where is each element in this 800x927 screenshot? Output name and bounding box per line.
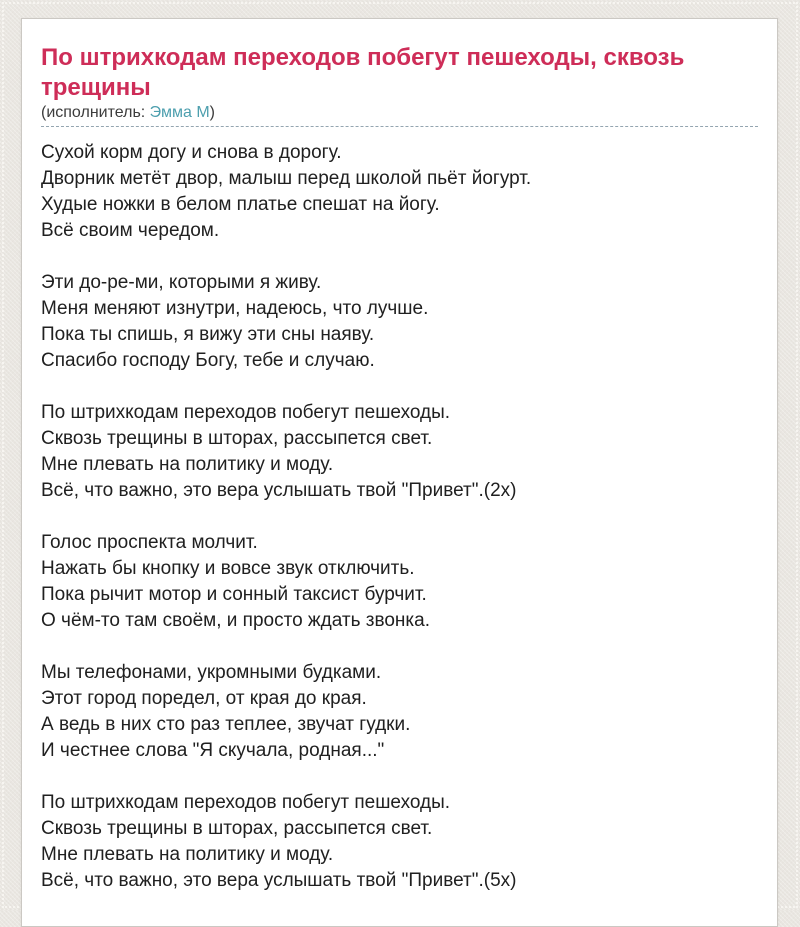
lyric-line: И честнее слова "Я скучала, родная..." bbox=[41, 740, 385, 761]
verse bbox=[41, 270, 758, 374]
lyric-line: Сквозь трещины в шторах, рассыпется свет. bbox=[41, 818, 433, 839]
lyric-line: А ведь в них сто раз теплее, звучат гудки. bbox=[41, 714, 411, 735]
song-title: По штрихкодам переходов побегут пешеходы, сквозь трещины bbox=[41, 44, 685, 101]
lyric-line: Сквозь трещины в шторах, рассыпется свет. bbox=[41, 428, 433, 449]
lyric-line: Эти до-ре-ми, которыми я живу. bbox=[41, 272, 322, 293]
lyric-line: По штрихкодам переходов побегут пешеходы. bbox=[41, 402, 451, 423]
lyric-line: Пока рычит мотор и сонный таксист бурчит. bbox=[41, 584, 427, 605]
lyric-line: Меня меняют изнутри, надеюсь, что лучше. bbox=[41, 298, 429, 319]
verse bbox=[41, 790, 758, 894]
verse bbox=[41, 140, 758, 244]
verse bbox=[41, 400, 758, 504]
artist-line bbox=[41, 103, 758, 126]
lyric-line: О чём-то там своём, и просто ждать звонка. bbox=[41, 610, 430, 631]
lyric-line: Пока ты спишь, я вижу эти сны наяву. bbox=[41, 324, 375, 345]
lyric-line: Этот город поредел, от края до края. bbox=[41, 688, 367, 709]
artist-link[interactable]: Эмма М bbox=[149, 104, 210, 121]
artist-suffix: ) bbox=[209, 104, 215, 121]
lyrics-card bbox=[21, 18, 778, 927]
verse bbox=[41, 530, 758, 634]
lyric-line: Спасибо господу Богу, тебе и случаю. bbox=[41, 350, 375, 371]
lyric-line: По штрихкодам переходов побегут пешеходы. bbox=[41, 792, 451, 813]
lyric-line: Всё своим чередом. bbox=[41, 220, 220, 241]
lyric-line: Нажать бы кнопку и вовсе звук отключить. bbox=[41, 558, 415, 579]
lyric-line: Мне плевать на политику и моду. bbox=[41, 454, 334, 475]
lyric-line: Худые ножки в белом платье спешат на йогу. bbox=[41, 194, 440, 215]
lyric-line: Голос проспекта молчит. bbox=[41, 532, 258, 553]
lyric-line: Всё, что важно, это вера услышать твой "Привет".(2x) bbox=[41, 480, 517, 501]
lyrics-text bbox=[41, 140, 758, 894]
lyric-line: Мы телефонами, укромными будками. bbox=[41, 662, 382, 683]
lyric-line: Дворник метёт двор, малыш перед школой пьёт йогурт. bbox=[41, 168, 532, 189]
artist-prefix: (исполнитель: bbox=[41, 104, 150, 121]
song-header bbox=[41, 43, 758, 127]
lyric-line: Всё, что важно, это вера услышать твой "Привет".(5x) bbox=[41, 870, 517, 891]
lyric-line: Сухой корм догу и снова в дорогу. bbox=[41, 142, 342, 163]
verse bbox=[41, 660, 758, 764]
lyric-line: Мне плевать на политику и моду. bbox=[41, 844, 334, 865]
